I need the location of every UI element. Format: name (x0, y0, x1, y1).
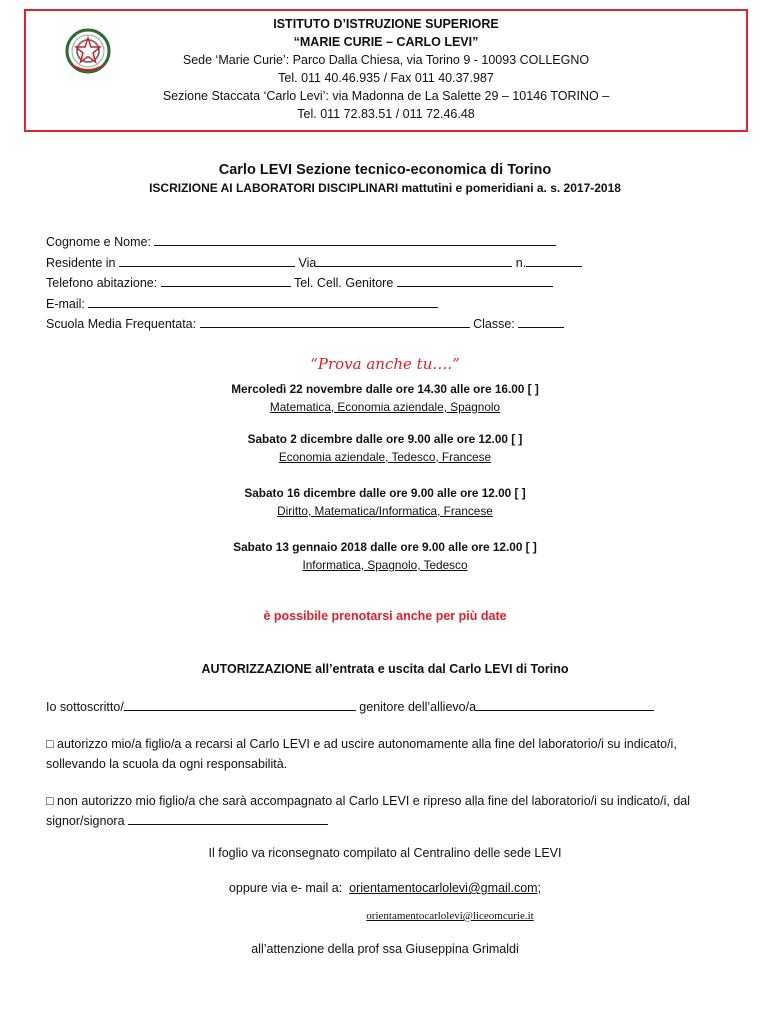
lab-slot[interactable] (0, 538, 770, 574)
slot-date: Sabato 2 dicembre dalle ore 9.00 alle ore 12.00 [ ] (247, 432, 523, 446)
student-field[interactable] (476, 698, 654, 711)
not-authorize-option[interactable] (46, 791, 736, 831)
phone-label: Telefono abitazione: (46, 276, 158, 290)
institute-subtitle: “MARIE CURIE – CARLO LEVI” (293, 35, 479, 49)
attention-note: all’attenzione della prof ssa Giuseppina Grimaldi (251, 942, 519, 956)
lab-slot[interactable] (0, 484, 770, 520)
school-header (24, 9, 748, 132)
signer-field[interactable] (124, 698, 356, 711)
number-label: n. (515, 255, 527, 270)
phone-field[interactable] (161, 274, 291, 287)
class-field[interactable] (518, 315, 564, 328)
cell-field[interactable] (397, 274, 553, 287)
signer-row (46, 697, 736, 717)
return-note: Il foglio va riconsegnato compilato al Centralino delle sede LEVI (208, 846, 562, 860)
not-authorize-text: □ non autorizzo mio figlio/a che sarà accompagnato al Carlo LEVI e ripreso alla fine del laboratorio/i su indicato/i, dal signor/signora (46, 794, 691, 828)
slot-date: Sabato 16 dicembre dalle ore 9.00 alle ore 12.00 [ ] (244, 486, 526, 500)
companion-field[interactable] (128, 812, 328, 825)
slot-date: Mercoledì 22 novembre dalle ore 14.30 alle ore 16.00 [ ] (231, 382, 539, 396)
house-number-field[interactable] (526, 254, 582, 267)
email-field[interactable] (88, 295, 438, 308)
prova-slogan: “Prova anche tu….” (310, 355, 460, 373)
email-row (0, 881, 770, 895)
name-label: Cognome e Nome: (46, 235, 151, 249)
page-subtitle: ISCRIZIONE AI LABORATORI DISCIPLINARI mattutini e pomeridiani a. s. 2017-2018 (149, 181, 621, 195)
class-label: Classe: (473, 317, 515, 331)
slot-subjects: Economia aziendale, Tedesco, Francese (278, 450, 492, 464)
signer-label: Io sottoscritto/ (46, 700, 124, 714)
branch-phone: Tel. 011 72.83.51 / 011 72.46.48 (297, 107, 475, 121)
street-field[interactable] (316, 254, 512, 267)
authorization-title: AUTORIZZAZIONE all’entrata e uscita dal Carlo LEVI di Torino (201, 662, 569, 676)
authorize-option[interactable]: □ autorizzo mio/a figlio/a a recarsi al Carlo LEVI e ad uscire autonomamente alla fine del laboratorio/i su indicato/i, sollevando la scuola da ogni responsabilità. (46, 737, 677, 771)
cell-label: Tel. Cell. Genitore (293, 276, 394, 290)
page-title: Carlo LEVI Sezione tecnico-economica di Torino (218, 162, 552, 178)
branch-address: Sezione Staccata ‘Carlo Levi’: via Madonna de La Salette 29 – 10146 TORINO – (162, 89, 610, 103)
resident-field[interactable] (119, 254, 295, 267)
via-label: Via (298, 255, 317, 270)
main-seat-phone: Tel. 011 40.46.935 / Fax 011 40.37.987 (278, 71, 494, 85)
school-field[interactable] (200, 315, 470, 328)
email-label: E-mail: (46, 296, 85, 311)
registration-form (46, 232, 582, 335)
multi-dates-note: è possibile prenotarsi anche per più date (263, 609, 507, 623)
institute-name: ISTITUTO D’ISTRUZIONE SUPERIORE (273, 17, 499, 31)
main-seat-address: Sede ‘Marie Curie’: Parco Dalla Chiesa, via Torino 9 - 10093 COLLEGNO (182, 53, 590, 67)
name-field[interactable] (154, 233, 556, 246)
slot-subjects: Diritto, Matematica/Informatica, Francese (277, 504, 493, 518)
slot-subjects: Matematica, Economia aziendale, Spagnolo (269, 400, 501, 414)
email-link-liceo[interactable]: orientamentocarlolevi@liceomcurie.it (366, 910, 534, 922)
parent-label: genitore dell’allievo/a (359, 700, 477, 714)
lab-slot[interactable] (0, 380, 770, 416)
school-label: Scuola Media Frequentata: (46, 317, 197, 331)
resident-label: Residente in (46, 255, 116, 270)
slot-date: Sabato 13 gennaio 2018 dalle ore 9.00 alle ore 12.00 [ ] (233, 540, 537, 554)
email-prefix: oppure via e- mail a: (228, 881, 343, 895)
email-link-gmail[interactable]: orientamentocarlolevi@gmail.com; (349, 881, 542, 895)
lab-slot[interactable] (0, 430, 770, 466)
slot-subjects: Informatica, Spagnolo, Tedesco (302, 558, 468, 572)
